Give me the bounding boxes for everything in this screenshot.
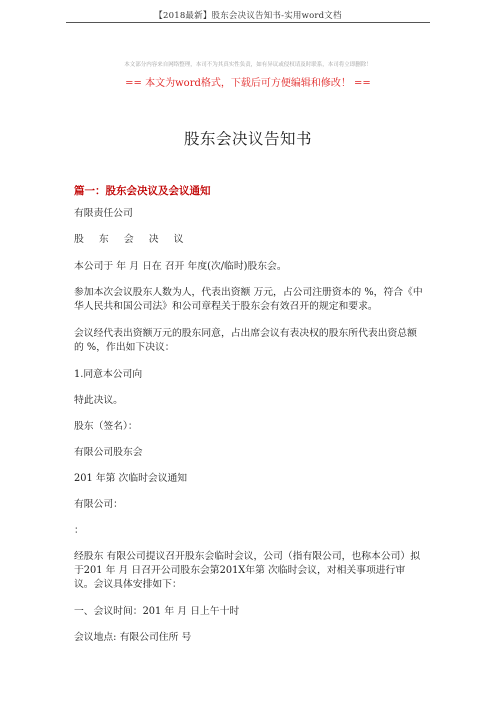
- meeting-notice-title: 201 年第 次临时会议通知: [74, 473, 188, 484]
- meeting-location: 会议地点: 有限公司住所 号: [74, 632, 192, 643]
- meeting-time: 一、会议时间：201 年 月 日上午十时: [74, 606, 240, 617]
- resolution-paragraph: 会议经代表出资额万元的股东同意，占出席会议有表决权的股东所代表出资总额的 %，作出如下决议：: [74, 328, 417, 353]
- word-format-notice: == 本文为word格式，下载后可方便编辑和修改！ ==: [125, 78, 371, 89]
- document-title: 股东会决议告知书: [183, 130, 312, 148]
- closing-statement: 特此决议。: [74, 395, 123, 406]
- resolution-item-1: 1.同意本公司向: [74, 369, 143, 380]
- resolution-heading: 股 东 会 决 议: [74, 234, 190, 245]
- attendance-paragraph: 参加本次会议股东人数为人，代表出资额 万元，占公司注册资本的 %，符合《中华人民共和国公司法》和公司章程关于股东会有效召开的规定和要求。: [74, 287, 423, 312]
- shareholder-signature-line: 股东（签名）：: [74, 421, 138, 432]
- disclaimer-text: 本文部分内容来自网络整理，本司不为其真实性负责，如有异议或侵权请及时联系，本司将立即删除！: [124, 62, 372, 68]
- section-heading: 篇一：股东会决议及会议通知: [74, 185, 211, 197]
- notice-body-paragraph: 经股东 有限公司提议召开股东会临时会议，公司（指有限公司，也称本公司）拟于201 年 月 日召开公司股东会第201X年第 次临时会议，对相关事项进行审议。会议具体安排如下：: [74, 551, 421, 590]
- meeting-statement: 本公司于 年 月 日在 召开 年度(次/临时)股东会。: [74, 261, 287, 272]
- colon-line: ：: [74, 525, 84, 536]
- shareholders-meeting-name: 有限公司股东会: [74, 447, 143, 458]
- company-type-line: 有限责任公司: [74, 208, 133, 219]
- notice-recipient: 有限公司：: [74, 499, 123, 510]
- page-header-title: 【2018最新】股东会决议告知书-实用word文档: [154, 11, 342, 21]
- header-divider: [66, 22, 430, 23]
